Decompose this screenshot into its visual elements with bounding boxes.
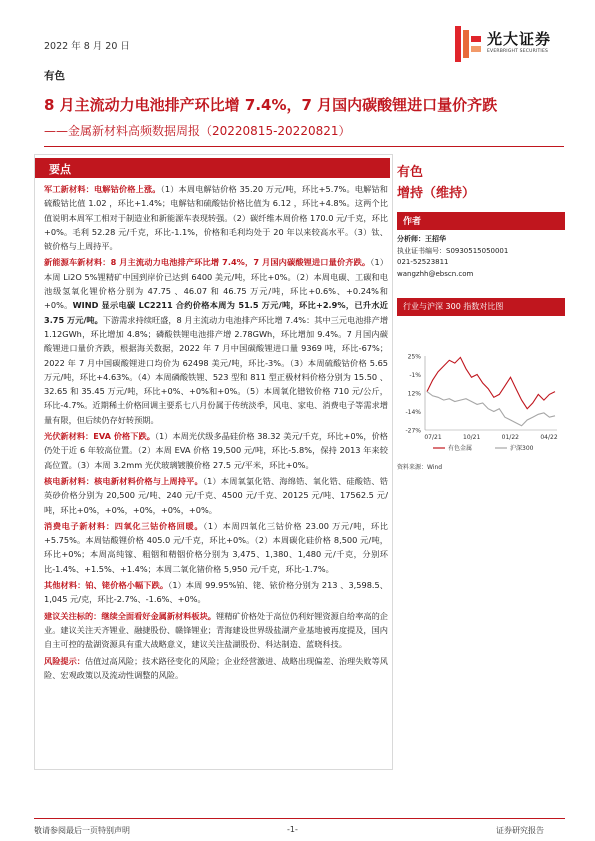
- para-consumer: [44, 519, 388, 576]
- para-military: [44, 182, 388, 253]
- logo-mark-icon: [455, 26, 483, 62]
- para-recommend: [44, 609, 388, 652]
- para-risk-text: 估值过高风险；技术路径变化的风险；企业经营激进、战略出现偏差、治理失败等风险、宏观政策以及流动性调整的风险。: [44, 655, 388, 680]
- footer-report-type: 证券研究报告: [496, 826, 544, 835]
- y-tick-label: -27%: [405, 427, 421, 435]
- y-tick-label: 12%: [407, 390, 421, 398]
- y-tick-label: -14%: [405, 409, 421, 416]
- analyst-cert: 执业证书编号：S0930515050001: [397, 246, 509, 255]
- para-nuclear: [44, 474, 388, 517]
- analyst-name: 王招华: [425, 235, 446, 243]
- report-title: 8 月主流动力电池排产环比增 7.4%，7 月国内碳酸锂进口量价齐跌: [44, 96, 498, 114]
- index-comparison-chart: [397, 350, 565, 460]
- para-consumer-heading: 消费电子新材料：四氧化三钴价格回暖。: [44, 520, 204, 531]
- x-tick-label: 10/21: [463, 434, 481, 441]
- report-date: 2022 年 8 月 20 日: [44, 41, 130, 52]
- summary-heading: 要点: [49, 163, 71, 176]
- title-divider: [44, 146, 564, 147]
- footer-divider: [34, 818, 565, 819]
- para-other-text: （1）本周 99.95%铂、铑、铱价格分别为 213 、3,598.5、1,045 元/克，环比-2.7%、-1.6%、+0%。: [44, 580, 388, 605]
- sector-label: 有色: [44, 70, 65, 82]
- author-heading: 作者: [403, 217, 422, 227]
- para-military-heading: 军工新材料：电解钴价格上涨。: [44, 184, 161, 194]
- para-pv-text: （1）本周光伏级多晶硅价格 38.32 美元/千克，环比+0%，价格仍处于近 6 年较高位置。（2）本周 EVA 价格 19,500 元/吨，环比-5.8%，保持 2013 年来较高位置。（3）本周 3.2mm 光伏玻璃镀膜价格 27.5 元/平米，环比+0%。: [44, 431, 388, 470]
- para-ev-text-b: 下游需求持续旺盛，8 月主流动力电池排产环比增 7.4%：其中三元电池排产增 1.12GWh，环比增加 4.8%；磷酸铁锂电池排产增 2.78GWh，环比增加 9.4%。7 月国内碳酸锂进口量价齐跌，根据海关数据，2022 年 7 月中国碳酸锂进口量 9369 吨，环比-67%；2022 年 7 月中国碳酸锂进口均价为 62498 美元/吨，环比-3%。（3）本周硫酸钴价格 5.65 万元/吨，环比+4.63%。（4）本周磷酸铁锂、523 型和 811 型正极材料价格分别为 15.50 、32.65 和 35.45 万元/吨，环比+0%、+0%和+0%。（5）本周氧化镨钕价格 710 元/公斤，环比-4.7%。近期稀土价格回调主要系七八月份属于传统淡季，风电、家电、消费电子等需求增量有限，但后续仍存好转预期。: [44, 314, 389, 425]
- para-risk: [44, 654, 388, 683]
- chart-header: [397, 298, 565, 316]
- chart-heading: 行业与沪深 300 指数对比图: [403, 302, 504, 311]
- legend-label: 有色金属: [448, 445, 473, 452]
- para-ev-bold: WIND 显示电碳 LC2211 合约价格本周为 51.5 万元/吨，环比+2.9%，已升水近 3.75 万元/吨。: [44, 300, 388, 325]
- para-pv-heading: 光伏新材料：EVA 价格下跌。: [44, 431, 155, 442]
- analyst-line: [397, 234, 508, 246]
- para-recommend-heading: 建议关注标的：继续全面看好金属新材料板块。: [44, 610, 216, 621]
- logo-name: 光大证券: [487, 30, 552, 48]
- series-line-csi300: [427, 392, 555, 426]
- para-ev: [44, 255, 388, 427]
- rating-value: 增持（维持）: [397, 186, 476, 201]
- x-tick-label: 04/22: [540, 434, 558, 441]
- para-ev-heading: 新能源车新材料：8 月主流动力电池排产环比增 7.4%，7 月国内碳酸锂进口量价齐跌。: [44, 257, 371, 268]
- para-other-heading: 其他材料：铂、铑价格小幅下跌。: [44, 580, 169, 591]
- y-tick-label: -1%: [409, 372, 421, 379]
- series-line-nonferrous: [427, 357, 555, 408]
- para-recommend-text: 锂精矿价格处于高位仍利好锂资源自给率高的企业。建议关注天齐锂业、融捷股份、赣锋锂业；青海建设世界级盐湖产业基地被再度提及，国内自主可控的盐湖资源具有重大战略意义，建议关注盐湖股份、科达制造、蓝晓科技。: [44, 610, 388, 650]
- para-military-text: （1）本周电解钴价格 35.20 万元/吨，环比+5.7%。电解钴和硫酸钴比值 1.02 ，环比+1.4%；电解钴和硫酸钴价格比值为 6.12 ，环比+4.8%。这两个比值说明本周军工相对于制造业和新能源车表现转强。（2）碳纤维本周价格 170.0 元/千克，环比+0%。毛利 52.28 元/千克，环比-1.1%，价格和毛利均处于 20 年以来较高水平。（3）钛、铍价格与上周持平。: [44, 184, 388, 252]
- logo-subtext: EVERBRIGHT SECURITIES: [487, 49, 549, 54]
- para-consumer-text: （1）本周四氧化三钴价格 23.00 万元/吨，环比+5.75%。本周钴酸锂价格 405.0 元/千克，环比+0%。（2）本周碳化硅价格 8,500 元/吨，环比+0%；本周高纯镓、粗铟和精铟价格分别为 3,475、1,380、1,480 元/千克，分别环比-1.4%、+1.5%、+1.4%；本周二氧化锗价格 5,950 元/千克，环比-1.7%。: [44, 520, 388, 574]
- para-other: [44, 578, 388, 607]
- y-tick-label: 25%: [407, 353, 421, 361]
- page-number: -1-: [287, 825, 298, 834]
- summary-header: [35, 158, 390, 178]
- para-nuclear-heading: 核电新材料：核电新材料价格与上周持平。: [44, 475, 203, 486]
- report-subtitle: ——金属新材料高频数据周报（20220815-20220821）: [44, 124, 351, 138]
- summary-body: [44, 182, 388, 684]
- analyst-phone: 021-52523811: [397, 258, 449, 266]
- analyst-email[interactable]: wangzhh@ebscn.com: [397, 269, 474, 278]
- analyst-label: 分析师：: [397, 235, 425, 243]
- para-pv: [44, 429, 388, 472]
- rating-sector: 有色: [397, 165, 424, 180]
- author-info: [397, 234, 508, 280]
- x-tick-label: 01/22: [501, 434, 519, 441]
- legend-label: 沪深300: [510, 445, 534, 452]
- para-ev-text-a: （1）本周 Li2O 5%锂精矿中国到岸价已达到 6400 美元/吨，环比+0%。（2）本周电碳、工碳和电池级氢氧化锂价格分别为 47.75 、46.07 和 46.75 万元/吨，环比+0.6%、+0.24%和+0%。: [44, 257, 389, 311]
- company-logo: [455, 24, 565, 68]
- para-risk-heading: 风险提示：: [44, 655, 85, 666]
- author-header: [397, 212, 565, 230]
- x-tick-label: 07/21: [424, 434, 442, 441]
- footer-disclaimer: 敬请参阅最后一页特别声明: [34, 826, 130, 835]
- chart-source: 资料来源：Wind: [397, 464, 443, 471]
- para-nuclear-text: （1）本周氧氯化锆、海绵锆、氧化锆、硅酸锆、锆英砂价格分别为 20,500 元/吨、240 元/千克、4500 元/千克、20125 元/吨、17562.5 元/吨，环比+0%，+0%，+0%，+0%，+0%。: [44, 475, 388, 515]
